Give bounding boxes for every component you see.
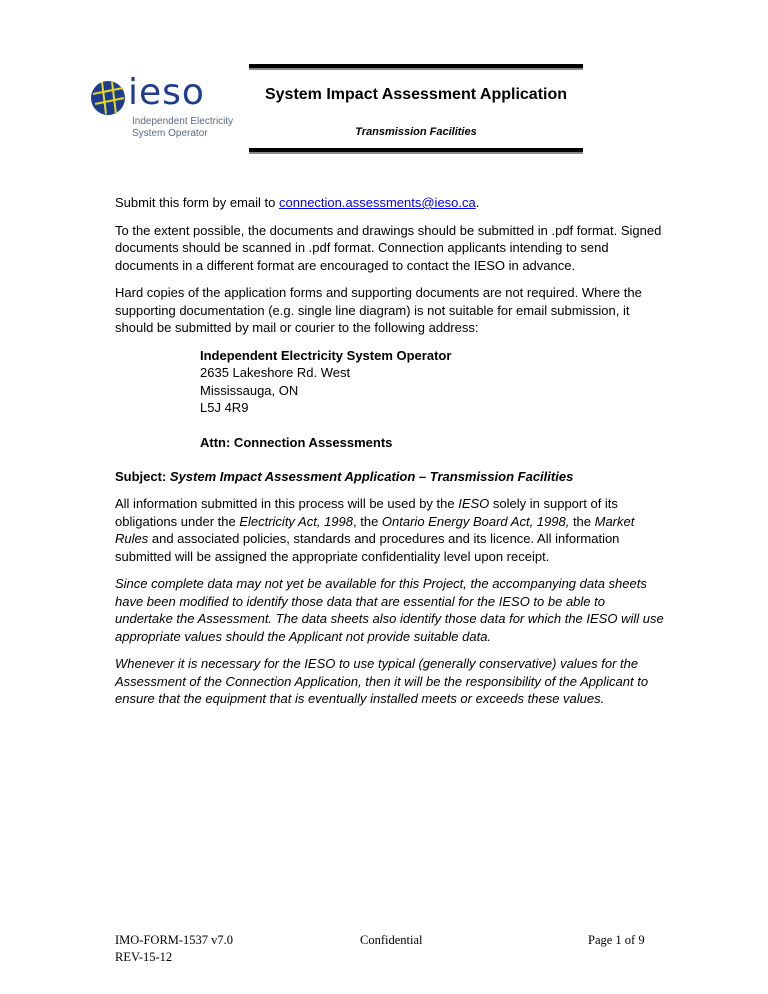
header-bottom-rule bbox=[249, 148, 583, 154]
hard-copy-paragraph: Hard copies of the application forms and supporting documents are not required. Where the supporting documentation (e.g. single line diagram) is not suitable for email submission, it should be submitted by mail or courier to the following address: bbox=[115, 285, 642, 335]
mailing-address: Independent Electricity System Operator 2635 Lakeshore Rd. West Mississauga, ON L5J 4R9 Attn: Connection Assessments bbox=[200, 347, 452, 450]
footer-form-id: IMO-FORM-1537 v7.0 REV-15-12 bbox=[115, 933, 234, 964]
globe-icon bbox=[90, 80, 126, 116]
page-title: System Impact Assessment Application bbox=[264, 86, 568, 103]
subject-line: Subject: System Impact Assessment Application – Transmission Facilities bbox=[115, 468, 574, 484]
typical-values-paragraph: Whenever it is necessary for the IESO to use typical (generally conservative) values for the Assessment of the Connection Application, then it will be the responsibility of the Applicant to ensure that the equipment that is eventually installed meets or exceeds these values. bbox=[115, 656, 649, 706]
footer-confidential: Confidential bbox=[360, 933, 423, 947]
ieso-logo bbox=[90, 72, 250, 146]
page-subtitle: Transmission Facilities bbox=[355, 126, 477, 138]
email-instruction: Submit this form by email to connection.assessments@ieso.ca. bbox=[115, 195, 480, 210]
logo-wordmark: ieso bbox=[128, 72, 205, 113]
format-paragraph: To the extent possible, the documents and drawings should be submitted in .pdf format. Signed documents should be scanned in .pdf format. Connection applicants intending to send documents in a different format are encouraged to contact the IESO in advance. bbox=[115, 222, 662, 273]
information-use-paragraph: All information submitted in this process will be used by the IESO solely in support of its obligations under the Electricity Act, 1998, the Ontario Energy Board Act, 1998, the Market Rules and associated policies, standards and procedures and its licence. All information submitted will be assigned the appropriate confidentiality level upon receipt. bbox=[115, 496, 635, 564]
data-availability-paragraph: Since complete data may not yet be available for this Project, the accompanying data sheets have been modified to identify those data that are essential for the IESO to be able to undertake the Assessment. The data sheets also identify those data for which the IESO will use appropriate values should the Applicant not provide suitable data. bbox=[115, 576, 664, 644]
document-body bbox=[115, 194, 665, 718]
header-top-rule bbox=[249, 64, 583, 70]
logo-subtitle: Independent Electricity System Operator bbox=[132, 116, 234, 139]
email-link[interactable]: connection.assessments@ieso.ca bbox=[279, 195, 476, 210]
footer-page-number: Page 1 of 9 bbox=[588, 933, 645, 947]
